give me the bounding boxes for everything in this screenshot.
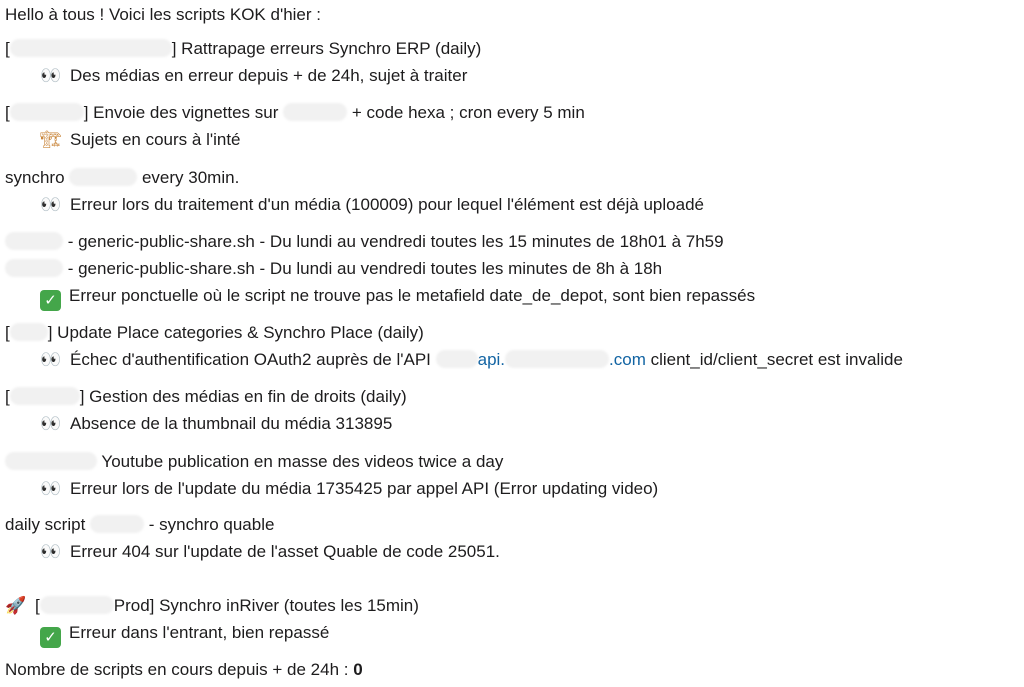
detail-text: Erreur ponctuelle où le script ne trouve pas le metafield date_de_depot, sont bien repassés	[69, 286, 756, 305]
redacted-text	[5, 232, 63, 250]
redacted-text	[10, 387, 80, 405]
script-detail	[40, 413, 392, 435]
script-title	[5, 102, 585, 124]
title-text: ] Rattrapage erreurs Synchro ERP (daily)	[171, 39, 482, 58]
script-detail	[40, 541, 500, 563]
redacted-text	[90, 515, 144, 533]
eyes-icon: 👀	[40, 350, 62, 370]
eyes-icon: 👀	[40, 414, 62, 434]
title-prefix: [	[5, 387, 10, 406]
api-link[interactable]: .com	[609, 350, 646, 369]
detail-text: Absence de la thumbnail du média 313895	[70, 414, 393, 433]
construction-icon: 🏗	[40, 130, 62, 150]
summary-value: 0	[353, 660, 363, 679]
detail-text: Erreur lors de l'update du média 1735425 par appel API (Error updating video)	[70, 479, 659, 498]
redacted-text	[10, 323, 48, 341]
script-title	[5, 231, 724, 253]
title-text: ] Update Place categories & Synchro Place (daily)	[47, 323, 424, 342]
title-prefix: [	[5, 103, 10, 122]
redacted-text	[10, 39, 172, 57]
title-text: - synchro quable	[144, 515, 275, 534]
script-detail	[40, 478, 658, 500]
script-title	[5, 258, 662, 280]
eyes-icon: 👀	[40, 66, 62, 86]
title-text: + code hexa ; cron every 5 min	[347, 103, 585, 122]
title-text: every 30min.	[137, 168, 240, 187]
script-title	[5, 167, 239, 189]
title-text: Youtube publication en masse des videos twice a day	[97, 452, 504, 471]
redacted-text	[283, 103, 347, 121]
intro-text: Hello à tous ! Voici les scripts KOK d'hier :	[5, 5, 321, 24]
detail-text: Échec d'authentification OAuth2 auprès de l'API	[70, 350, 436, 369]
detail-text: Des médias en erreur depuis + de 24h, sujet à traiter	[70, 66, 468, 85]
detail-text: Sujets en cours à l'inté	[70, 130, 241, 149]
check-mark-icon: ✓	[40, 290, 61, 311]
redacted-text	[436, 350, 478, 368]
script-title	[5, 514, 274, 536]
check-mark-icon: ✓	[40, 627, 61, 648]
script-detail	[40, 285, 755, 307]
eyes-icon: 👀	[40, 542, 62, 562]
title-text: - generic-public-share.sh - Du lundi au vendredi toutes les 15 minutes de 18h01 à 7h59	[63, 232, 724, 251]
script-title	[5, 386, 407, 408]
title-text: - generic-public-share.sh - Du lundi au vendredi toutes les minutes de 8h à 18h	[63, 259, 663, 278]
script-title	[5, 451, 503, 473]
title-prefix: [	[5, 323, 10, 342]
rocket-icon: 🚀	[5, 596, 27, 616]
detail-text: client_id/client_secret est invalide	[645, 350, 903, 369]
script-detail	[40, 129, 241, 151]
redacted-text	[40, 596, 114, 614]
eyes-icon: 👀	[40, 195, 62, 215]
summary-label: Nombre de scripts en cours depuis + de 24h :	[5, 660, 354, 679]
script-title	[5, 38, 481, 60]
title-prefix: daily script	[5, 515, 91, 534]
detail-text: Erreur dans l'entrant, bien repassé	[69, 623, 330, 642]
redacted-text	[5, 452, 97, 470]
detail-text: Erreur lors du traitement d'un média (100009) pour lequel l'élément est déjà uploadé	[70, 195, 704, 214]
detail-text: Erreur 404 sur l'update de l'asset Quable de code 25051.	[70, 542, 500, 561]
title-prefix: [	[5, 39, 10, 58]
eyes-icon: 👀	[40, 479, 62, 499]
title-prefix: [	[35, 596, 40, 615]
title-text: ] Envoie des vignettes sur	[83, 103, 284, 122]
script-title	[5, 322, 424, 344]
script-title	[5, 595, 419, 617]
script-detail	[40, 622, 329, 644]
script-detail	[40, 349, 903, 371]
redacted-text	[10, 103, 84, 121]
title-prefix: synchro	[5, 168, 70, 187]
api-link[interactable]: api.	[477, 350, 506, 369]
title-text: Prod] Synchro inRiver (toutes les 15min)	[113, 596, 419, 615]
redacted-text	[505, 350, 609, 368]
redacted-text	[5, 259, 63, 277]
script-detail	[40, 194, 704, 216]
script-detail	[40, 65, 467, 87]
redacted-text	[69, 168, 137, 186]
title-text: ] Gestion des médias en fin de droits (daily)	[79, 387, 407, 406]
summary-line	[5, 659, 363, 681]
